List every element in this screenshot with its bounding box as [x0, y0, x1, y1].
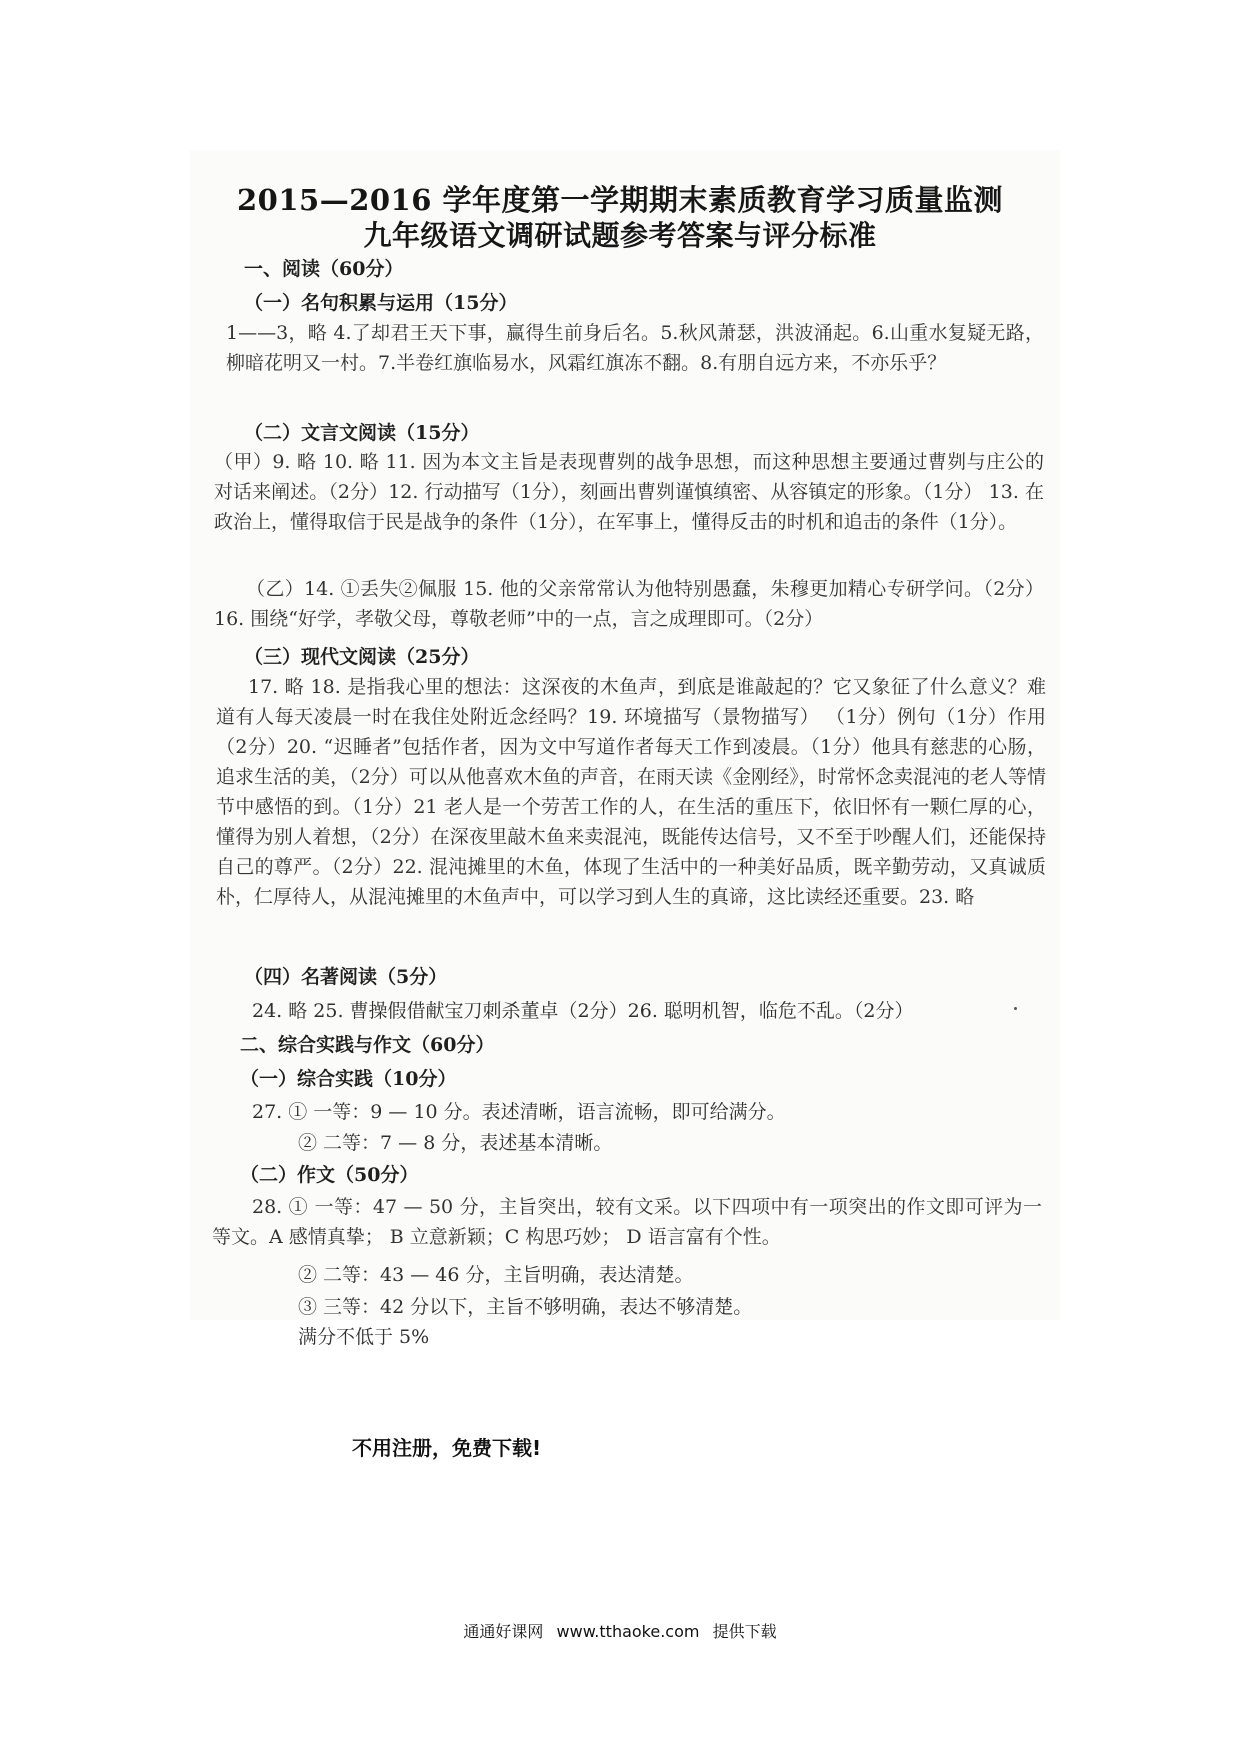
document-subtitle: 九年级语文调研试题参考答案与评分标准: [363, 219, 877, 252]
part-classical-heading: （二）文言文阅读（15分）: [244, 422, 480, 444]
part-modern-heading: （三）现代文阅读（25分）: [244, 646, 480, 668]
part-classical-answers-yi: （乙）14. ①丢失②佩服 15. 他的父亲常常认为他特别愚蠢，朱穆更加精心专研学问。（2分）16. 围绕“好学，孝敬父母，尊敬老师”中的一点，言之成理即可。（2分）: [214, 578, 1044, 630]
promo-text: 不用注册，免费下载!: [352, 1436, 542, 1460]
part-modern-answers: 17. 略 18. 是指我心里的想法：这深夜的木鱼声，到底是谁敲起的？它又象征了什么意义？难道有人每天凌晨一时在我住处附近念经吗？19. 环境描写（景物描写） （1分）例句（1分）作用（2分）20. “迟睡者”包括作者，因为文中写道作者每天工作到凌晨。（1分）他具有慈悲的心肠，追求生活的美，（2分）可以从他喜欢木鱼的声音，在雨天读《金刚经》，时常怀念卖混沌的老人等情节中感悟的到。（1分）21 老人是一个劳苦工作的人，在生活的重压下，依旧怀有一颗仁厚的心，懂得为别人着想，（2分）在深夜里敲木鱼来卖混沌，既能传达信号，又不至于吵醒人们，还能保持自己的尊严。（2分）22. 混沌摊里的木鱼，体现了生活中的一种美好品质，既辛勤劳动，又真诚质朴，仁厚待人，从混沌摊里的木鱼声中，可以学习到人生的真谛，这比读经还重要。23. 略: [216, 676, 1046, 908]
q28-full-score-note: 满分不低于 5%: [298, 1326, 430, 1348]
q28-second-grade: ② 二等：43 — 46 分，主旨明确，表达清楚。: [298, 1264, 694, 1286]
section-practice-writing-heading: 二、综合实践与作文（60分）: [240, 1034, 495, 1056]
q28-first-grade: 28. ① 一等：47 — 50 分，主旨突出，较有文采。以下四项中有一项突出的作文即可评为一等文。A 感情真挚； B 立意新颖；C 构思巧妙； D 语言富有个性。: [212, 1196, 1042, 1248]
section-reading-heading: 一、阅读（60分）: [244, 258, 404, 280]
q27-second-grade: ② 二等：7 — 8 分，表述基本清晰。: [298, 1132, 613, 1154]
part-practice-heading: （一）综合实践（10分）: [240, 1068, 457, 1090]
part-classics-answers: 24. 略 25. 曹操假借献宝刀刺杀董卓（2分）26. 聪明机智，临危不乱。（2分）: [252, 1000, 914, 1022]
q28-third-grade: ③ 三等：42 分以下，主旨不够明确，表达不够清楚。: [298, 1296, 753, 1318]
part-quotations-heading: （一）名句积累与运用（15分）: [244, 292, 518, 314]
scan-speck: [1014, 1007, 1017, 1010]
part-essay-heading: （二）作文（50分）: [240, 1164, 419, 1186]
part-quotations-answers: 1——3，略 4.了却君王天下事，赢得生前身后名。5.秋风萧瑟，洪波涌起。6.山重水复疑无路，柳暗花明又一村。7.半卷红旗临易水，风霜红旗冻不翻。8.有朋自远方来，不亦乐乎？: [226, 322, 1044, 374]
footer: [0, 1619, 1240, 1642]
q27-first-grade: 27. ① 一等：9 — 10 分。表述清晰，语言流畅，即可给满分。: [252, 1101, 786, 1123]
footer-url[interactable]: www.tthaoke.com: [556, 1622, 700, 1641]
footer-suffix: 提供下载: [712, 1622, 777, 1641]
part-classics-heading: （四）名著阅读（5分）: [244, 966, 448, 988]
part-classical-answers-jia: （甲）9. 略 10. 略 11. 因为本文主旨是表现曹刿的战争思想，而这种思想主要通过曹刿与庄公的对话来阐述。（2分）12. 行动描写（1分），刻画出曹刿谨慎缜密、从容镇定的形象。（1分） 13. 在政治上，懂得取信于民是战争的条件（1分），在军事上，懂得反击的时机和追击的条件（1分）。: [214, 451, 1044, 533]
footer-site-name: 通通好课网: [463, 1622, 544, 1641]
document-title: 2015—2016 学年度第一学期期末素质教育学习质量监测: [236, 183, 1004, 217]
